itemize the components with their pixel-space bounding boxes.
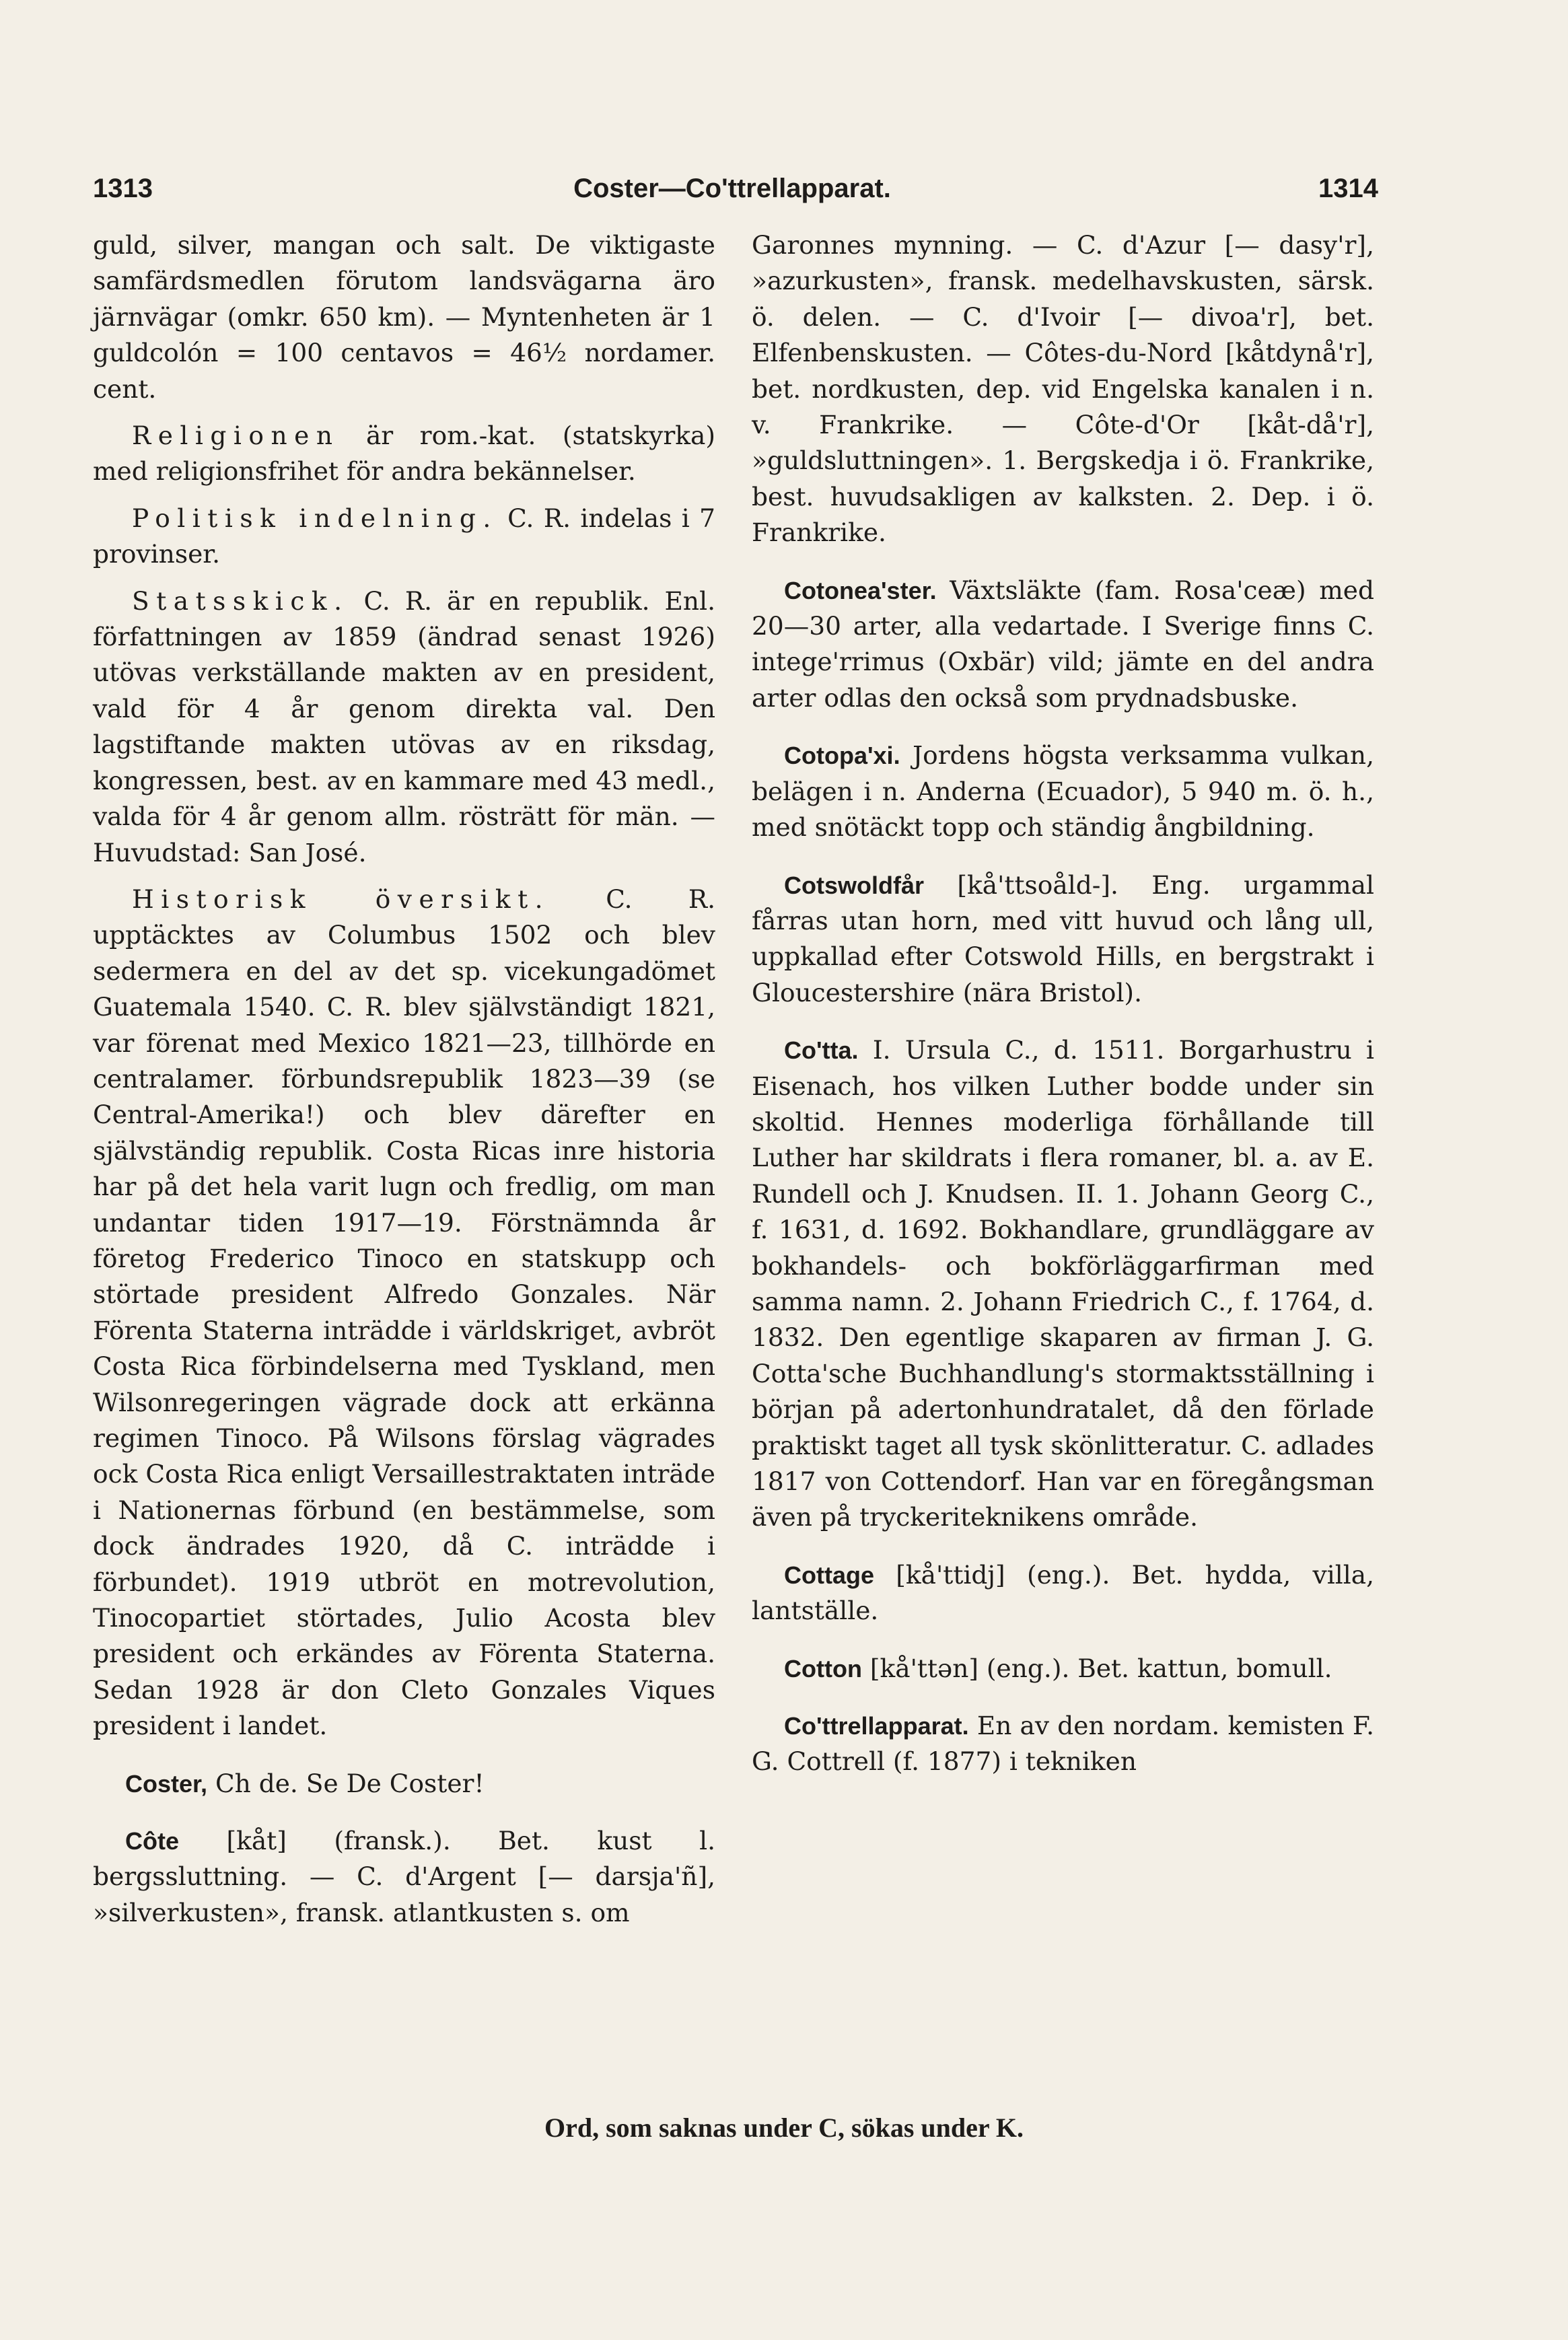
right-column <box>752 227 1374 1780</box>
religion-keyword: Religionen <box>132 421 340 451</box>
cotswold-text: [kå'ttsoåld-]. Eng. urgammal fårras utan horn, med vitt huvud och lång ull, uppkallad efter Cotswold Hills, en bergstrakt i Gloucestershire (nära Bristol). <box>752 870 1374 1007</box>
cote-text: [kåt] (fransk.). Bet. kust l. bergssluttning. — C. d'Argent [— darsja'ñ], »silverkusten», fransk. atlantkusten s. om <box>93 1826 715 1927</box>
division-keyword: Politisk indelning. <box>132 503 498 533</box>
economy-text: guld, silver, mangan och salt. De viktigaste samfärdsmedlen förutom landsvägarna äro järnvägar (omkr. 650 km). — Myntenheten är 1 guldcolón = 100 centavos = 46½ nordamer. cent. <box>93 230 715 404</box>
division-text: C. R. indelas i 7 provinser. <box>93 503 715 569</box>
government-text: C. R. är en republik. Enl. författningen av 1859 (ändrad senast 1926) utövas verkställande makten av en president, vald för 4 år genom direkta val. Den lagstiftande makten utövas av en riksdag, kongressen, best. av en kammare med 43 medl., valda för 4 år genom allm. rösträtt för män. — Huvudstad: San José. <box>93 586 715 867</box>
history-text: C. R. upptäcktes av Columbus 1502 och blev sedermera en del av det sp. vicekungadömet Guatemala 1540. C. R. blev självständigt 1821, var förenat med Mexico 1821—23, tillhörde en centralamer. förbundsrepublik 1823—39 (se Central-Amerika!) och blev därefter en självständig republik. Costa Ricas inre historia har på det hela varit lugn och fredlig, om man undantar tiden 1917—19. Förstnämnda år företog Frederico Tinoco en statskupp och störtade president Alfredo Gonzales. När Förenta Staterna inträdde i världskriget, avbröt Costa Rica förbindelserna med Tyskland, men Wilsonregeringen vägrade dock att erkänna regimen Tinoco. På Wilsons förslag vägrades ock Costa Rica enligt Versaillestraktaten inträde i Nationernas förbund (en bestämmelse, som dock ändrades 1920, då C. inträdde i förbundet). 1919 utbröt en motrevolution, Tinocopartiet störtades, Julio Acosta blev president och erkändes av Förenta Staterna. Sedan 1928 är don Cleto Gonzales Viques president i landet. <box>93 884 715 1741</box>
headword-coster: Coster, <box>125 1769 208 1798</box>
entry-cotopaxi <box>752 738 1374 845</box>
paragraph-cote-continued <box>752 227 1374 551</box>
entry-cottage <box>752 1557 1374 1629</box>
headword-cottrell: Co'ttrellapparat. <box>784 1712 969 1740</box>
coster-text: Ch de. Se De Coster! <box>207 1768 485 1798</box>
headword-cotton: Cotton <box>784 1654 862 1682</box>
cotta-text: I. Ursula C., d. 1511. Borgarhustru i Eisenach, hos vilken Luther bodde under sin skoltid. Hennes moderliga förhållande till Luther har skildrats i flera romaner, bl. a. av E. Rundell och J. Knudsen. II. 1. Johann Georg C., f. 1631, d. 1692. Bokhandlare, grundläggare av bokhandels- och bokförläggarfirman med samma namn. 2. Johann Friedrich C., f. 1764, d. 1832. Den egentlige skaparen av firman J. G. Cotta'sche Buchhandlung's stormaktsställning i början på adertonhundratalet, då den förlade praktiskt taget all tysk skönlitteratur. C. adlades 1817 von Cottendorf. Han var en föregångsman även på tryckeriteknikens område. <box>752 1035 1374 1532</box>
entry-cotswold <box>752 867 1374 1012</box>
cottrell-text: En av den nordam. kemisten F. G. Cottrell (f. 1877) i tekniken <box>752 1711 1374 1777</box>
running-head <box>93 167 1378 214</box>
religion-text: är rom.-kat. (statskyrka) med religionsfrihet för andra bekännelser. <box>93 421 715 487</box>
cote-continued-text: Garonnes mynning. — C. d'Azur [— dasy'r], »azurkusten», fransk. medelhavskusten, särsk. ö. delen. — C. d'Ivoir [— divoa'r], bet. Elfenbenskusten. — Côtes-du-Nord [kåtdynå'r], bet. nordkusten, dep. vid Engelska kanalen i n. v. Frankrike. — Côte-d'Or [kåt-då'r], »guldsluttningen». 1. Bergskedja i ö. Frankrike, best. huvudsakligen av kalksten. 2. Dep. i ö. Frankrike. <box>752 230 1374 548</box>
cottage-text: [kå'ttidj] (eng.). Bet. hydda, villa, lantställe. <box>752 1559 1374 1626</box>
paragraph-government <box>93 583 715 871</box>
entry-coster <box>93 1766 715 1802</box>
history-keyword: Historisk översikt. <box>132 884 550 914</box>
government-keyword: Statsskick. <box>132 586 349 616</box>
paragraph-history <box>93 882 715 1744</box>
headword-cotswold: Cotswoldfår <box>784 871 925 899</box>
entry-cottrell <box>752 1708 1374 1780</box>
headword-cotoneaster: Cotonea'ster. <box>784 576 937 604</box>
headword-cote: Côte <box>125 1827 179 1855</box>
running-title: Coster—Co'ttrellapparat. <box>573 174 891 203</box>
cotopaxi-text: Jordens högsta verksamma vulkan, belägen i n. Anderna (Ecuador), 5 940 m. ö. h., med snötäckt topp och ständig ångbildning. <box>752 740 1374 843</box>
cotton-text: [kå'ttən] (eng.). Bet. kattun, bomull. <box>861 1653 1332 1683</box>
paragraph-religion <box>93 418 715 490</box>
paragraph-economy <box>93 227 715 407</box>
left-column <box>93 227 715 1931</box>
entry-cote <box>93 1823 715 1931</box>
entry-cotton <box>752 1651 1374 1687</box>
entry-cotta <box>752 1032 1374 1536</box>
entry-cotoneaster <box>752 573 1374 717</box>
page-number-left: 1313 <box>93 174 153 203</box>
headword-cotopaxi: Cotopa'xi. <box>784 742 900 770</box>
headword-cotta: Co'tta. <box>784 1036 859 1065</box>
page-number-right: 1314 <box>1318 174 1378 203</box>
cotoneaster-text: Växtsläkte (fam. Rosa'ceæ) med 20—30 arter, alla vedartade. I Sverige finns C. intege'rrimus (Oxbär) vild; jämte en del andra arter odlas den också som prydnadsbuske. <box>752 575 1374 713</box>
paragraph-division <box>93 501 715 573</box>
headword-cottage: Cottage <box>784 1561 874 1589</box>
footer-note: Ord, som saknas under C, sökas under K. <box>544 2113 1024 2143</box>
